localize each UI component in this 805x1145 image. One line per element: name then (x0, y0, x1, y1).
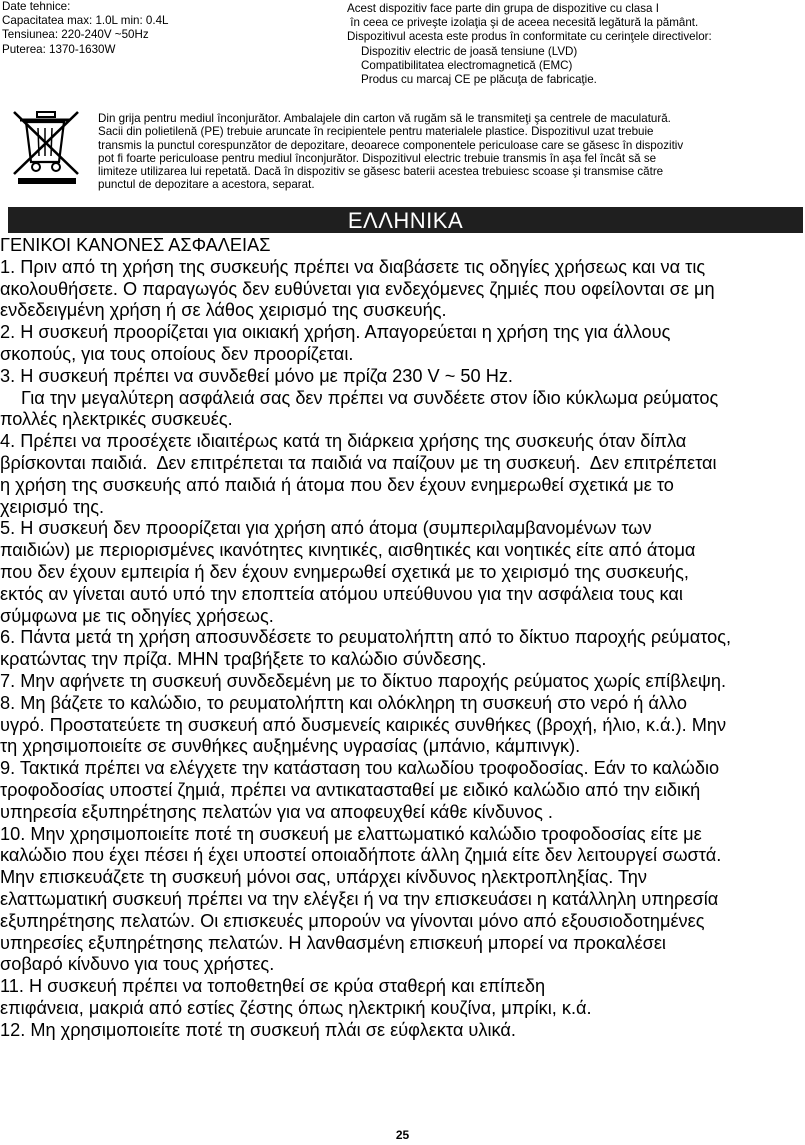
directive-item: Produs cu marcaj CE pe plăcuţa de fabricaţie. (361, 73, 597, 87)
safety-line: εξυπηρέτησης πελατών. Οι επισκευές μπορούν να γίνονται μόνο από εξουσιοδοτημένες (0, 910, 705, 931)
safety-line: υγρό. Προστατεύετε τη συσκευή από δυσμενείς καιρικές συνθήκες (βροχή, ήλιο, κ.ά.). Μην (0, 714, 727, 735)
safety-line: 6. Πάντα μετά τη χρήση αποσυνδέσετε το ρευματολήπτη από το δίκτυο παροχής ρεύματος, (0, 627, 732, 648)
safety-line: Μην επισκευάζετε τη συσκευή μόνοι σας, υπάρχει κίνδυνος ηλεκτροπληξίας. Την (0, 867, 647, 888)
safety-line: χειρισμό της. (0, 496, 105, 517)
safety-line: 5. Η συσκευή δεν προορίζεται για χρήση από άτομα (συμπεριλαμβανομένων των (0, 518, 652, 539)
safety-line: σύμφωνα με τις οδηγίες χρήσεως. (0, 605, 274, 626)
safety-line: σκοπούς, για τους οποίους δεν προορίζεται. (0, 343, 354, 364)
weee-bin-icon (8, 108, 86, 186)
tech-specs-line: Tensiunea: 220-240V ~50Hz (2, 28, 149, 42)
environment-line: punctul de depozitare a acestora, separat. (98, 178, 315, 192)
environment-note (98, 112, 683, 192)
environment-line: Din grija pentru mediul înconjurător. Ambalajele din carton vă rugăm să le transmiteţi şa centrele de maculatură. (98, 112, 671, 125)
section-header-bar (8, 207, 803, 233)
safety-line: τροφοδοσίας υποστεί ζημιά, πρέπει να αντικατασταθεί με ειδικό καλώδιο από την ειδική (0, 779, 701, 800)
directive-item: Compatibilitatea electromagnetică (EMC) (361, 58, 573, 72)
safety-line: 7. Μην αφήνετε τη συσκευή συνδεδεμένη με το δίκτυο παροχής ρεύματος χωρίς επίβλεψη. (0, 670, 727, 691)
safety-line: ελαττωματική συσκευή πρέπει να την ελέγξει ή να την επισκευάσει η κατάλληλη υπηρεσία (0, 888, 719, 909)
safety-line: υπηρεσίες εξυπηρέτησης πελατών. Η λανθασμένη επισκευή μπορεί να προκαλέσει (0, 932, 666, 953)
safety-line: υπηρεσία εξυπηρέτησης πελατών για να αποφευχθεί κάθε κίνδυνος . (0, 801, 553, 822)
tech-specs-line: Capacitatea max: 1.0L min: 0.4L (2, 14, 169, 28)
safety-heading: ΓΕΝΙΚΟΙ ΚΑΝΟΝΕΣ ΑΣΦΑΛΕΙΑΣ (0, 235, 271, 255)
greek-safety-rules (0, 235, 731, 1041)
safety-line: 2. Η συσκευή προορίζεται για οικιακή χρήση. Απαγορεύεται η χρήση της για άλλους (0, 322, 671, 343)
environment-line: pot fi foarte periculoase pentru mediul înconjurător. Dispozitivul electric trebuie transmis în aşa fel încât să se (98, 151, 657, 165)
safety-line: βρίσκονται παιδιά. Δεν επιτρέπεται τα παιδιά να παίζουν με τη συσκευή. Δεν επιτρέπεται (0, 452, 717, 473)
environment-line: transmis la punctul corespunzător de depozitare, deoarece componentele periculoase care se găsesc în dispozitiv (98, 138, 684, 152)
safety-line: σοβαρό κίνδυνο για τους χρήστες. (0, 954, 275, 975)
safety-line: 12. Μη χρησιμοποιείτε ποτέ τη συσκευή πλάι σε εύφλεκτα υλικά. (0, 1019, 516, 1040)
safety-line: πολλές ηλεκτρικές συσκευές. (0, 409, 233, 430)
compliance-line: Dispozitivul acesta este produs în conformitate cu cerinţele directivelor: (347, 30, 712, 44)
safety-line: 1. Πριν από τη χρήση της συσκευής πρέπει να διαβάσετε τις οδηγίες χρήσεως και να τις (0, 256, 706, 277)
directive-item: Dispozitiv electric de joasă tensiune (LVD) (361, 44, 578, 58)
page-number: 25 (395, 1128, 410, 1142)
safety-line: 9. Τακτικά πρέπει να ελέγχετε την κατάσταση του καλωδίου τροφοδοσίας. Εάν το καλώδιο (0, 758, 720, 779)
safety-line: εκτός αν γίνεται αυτό υπό την εποπτεία ατόμου υπεύθυνου για την ασφάλεια τους και (0, 583, 683, 604)
safety-line: Για την μεγαλύτερη ασφάλειά σας δεν πρέπει να συνδέετε στον ίδιο κύκλωμα ρεύματος (21, 387, 719, 408)
safety-line: 4. Πρέπει να προσέχετε ιδιαιτέρως κατά τη διάρκεια χρήσης της συσκευής όταν δίπλα (0, 431, 687, 452)
safety-line: ενδεδειγμένη χρήση ή σε λάθος χειρισμό της συσκευής. (0, 300, 447, 321)
safety-line: ακολουθήσετε. Ο παραγωγός δεν ευθύνεται για ενδεχόμενες ζημιές που οφείλονται σε μη (0, 278, 715, 299)
safety-line: 8. Μη βάζετε το καλώδιο, το ρευματολήπτη και ολόκληρη τη συσκευή στο νερό ή άλλο (0, 692, 687, 713)
safety-line: 3. Η συσκευή πρέπει να συνδεθεί μόνο με πρίζα 230 V ~ 50 Hz. (0, 365, 513, 386)
tech-specs-line: Date tehnice: (2, 0, 71, 13)
safety-line: που δεν έχουν εμπειρία ή δεν έχουν ενημερωθεί σχετικά με το χειρισμό της συσκευής, (0, 561, 689, 582)
safety-line: παιδιών) με περιορισμένες ικανότητες κινητικές, αισθητικές και νοητικές είτε από άτομα (0, 540, 696, 561)
tech-specs-line: Puterea: 1370-1630W (2, 42, 116, 56)
compliance-line: Acest dispozitiv face parte din grupa de dispozitive cu clasa I (347, 2, 659, 15)
safety-line: καλώδιο που έχει πέσει ή έχει υποστεί οποιαδήποτε άλλη ζημιά είτε δεν λειτουργεί σωστά. (0, 845, 722, 866)
environment-line: limiteze utilizarea lui repetată. Dacă în dispozitiv se găsesc baterii acestea trebuiesc scoase şi transmise către (98, 165, 664, 179)
section-title: ΕΛΛΗΝΙΚΑ (347, 208, 464, 233)
safety-line: τη χρησιμοποιείτε σε συνθήκες αυξημένης υγρασίας (μπάνιο, κάμπινγκ). (0, 736, 581, 757)
safety-line: κρατώντας την πρίζα. ΜΗΝ τραβήξετε το καλώδιο σύνδεσης. (0, 649, 487, 670)
safety-line: επιφάνεια, μακριά από εστίες ζέστης όπως ηλεκτρική κουζίνα, μπρίκι, κ.ά. (0, 997, 592, 1018)
safety-line: 10. Μην χρησιμοποιείτε ποτέ τη συσκευή με ελαττωματικό καλώδιο τροφοδοσίας είτε με (0, 823, 702, 844)
compliance-notes (347, 2, 712, 87)
compliance-line: în ceea ce priveşte izolaţia şi de aceea necesită legătură la pământ. (347, 16, 699, 30)
safety-line: 11. Η συσκευή πρέπει να τοποθετηθεί σε κρύα σταθερή και επίπεδη (0, 976, 546, 997)
safety-line: η χρήση της συσκευής από παιδιά ή άτομα που δεν έχουν ενημερωθεί σχετικά με το (0, 474, 674, 495)
environment-line: Sacii din polietilenă (PE) trebuie aruncate în recipientele pentru materialele plastice. Dispozitivul uzat trebuie (98, 125, 654, 139)
tech-specs (2, 0, 169, 57)
